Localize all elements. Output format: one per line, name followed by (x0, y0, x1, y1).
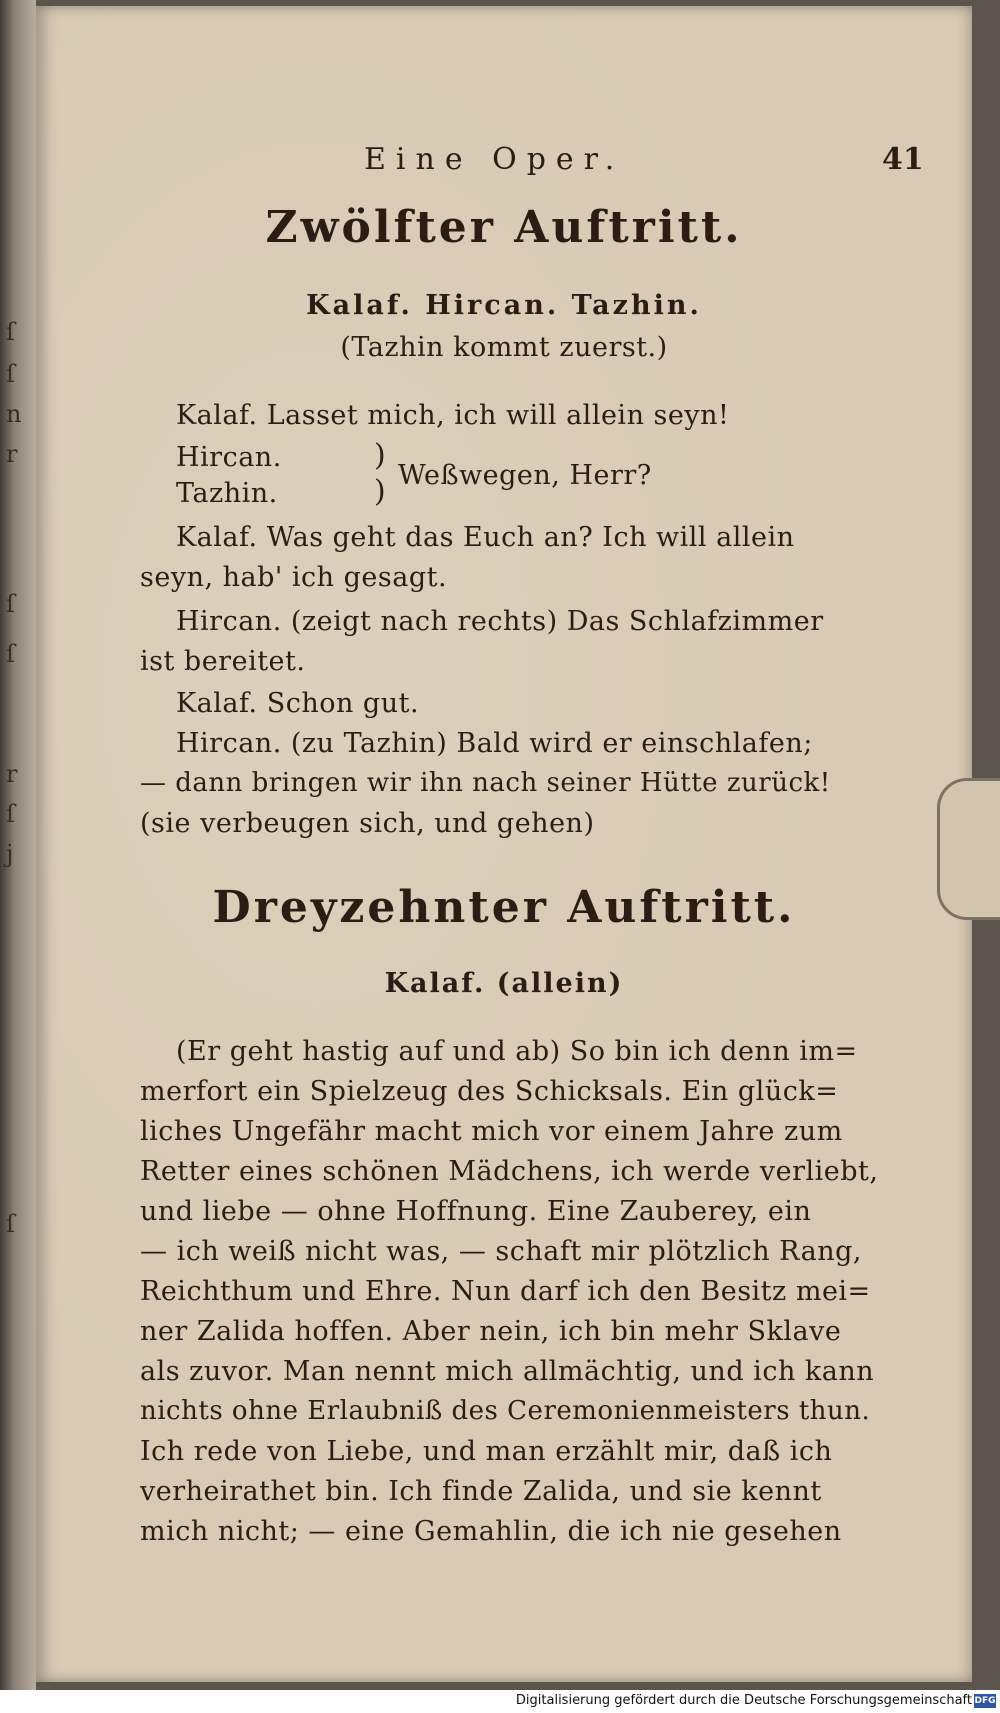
text-line: (Er geht hastig auf und ab) So bin ich denn im= (176, 1036, 858, 1067)
text-line: Retter eines schönen Mädchens, ich werde verliebt, (140, 1156, 879, 1187)
text-line: ist bereitet. (140, 646, 306, 677)
stage-direction-12: (Tazhin kommt zuerst.) (340, 332, 668, 363)
speaker-tazhin: Tazhin. (176, 478, 278, 509)
footer-bar (0, 1690, 1000, 1713)
scene-characters-13: Kalaf. (allein) (384, 968, 624, 999)
edge-glyph: ſ (6, 360, 15, 388)
text-line: liches Ungefähr macht mich vor einem Jahre zum (140, 1116, 843, 1147)
edge-glyph: ſ (6, 1210, 15, 1238)
footer-credit: Digitalisierung gefördert durch die Deutsche Forschungsgemeinschaft (515, 1693, 972, 1708)
text-line: Ich rede von Liebe, und man erzählt mir, daß ich (140, 1436, 833, 1467)
text-line: (sie verbeugen sich, und gehen) (140, 808, 595, 839)
text-line: als zuvor. Man nennt mich allmächtig, und ich kann (140, 1356, 875, 1387)
edge-glyph: ſ (6, 318, 15, 346)
text-line: und liebe — ohne Hoffnung. Eine Zauberey, ein (140, 1196, 812, 1227)
text-line: verheirathet bin. Ich finde Zalida, und sie kennt (140, 1476, 822, 1507)
text-line: Weßwegen, Herr? (398, 460, 652, 491)
edge-glyph: ſ (6, 640, 15, 668)
scene-heading-13: Dreyzehnter Auftritt. (212, 882, 796, 933)
text-line: mich nicht; — eine Gemahlin, die ich nie gesehen (140, 1516, 842, 1547)
edge-glyph: ſ (6, 590, 15, 618)
edge-glyph: ſ (6, 800, 15, 828)
left-edge-glyphs (0, 0, 34, 1690)
page-number: 41 (882, 142, 924, 177)
edge-glyph: j (6, 840, 14, 868)
text-line: Hircan. (zu Tazhin) Bald wird er einschlafen; (176, 728, 813, 759)
text-line: Kalaf. Was geht das Euch an? Ich will allein (176, 522, 795, 553)
text-line: Kalaf. Lasset mich, ich will allein seyn! (176, 400, 730, 431)
text-line: — dann bringen wir ihn nach seiner Hütte zurück! (140, 768, 831, 798)
edge-glyph: r (6, 440, 18, 468)
dfg-logo-icon: DFG (974, 1696, 996, 1706)
speaker-brace: ) (374, 438, 386, 473)
text-line: — ich weiß nicht was, — schaft mir plötzlich Rang, (140, 1236, 862, 1267)
text-line: Reichthum und Ehre. Nun darf ich den Besitz mei= (140, 1276, 871, 1307)
text-line: ner Zalida hoffen. Aber nein, ich bin mehr Sklave (140, 1316, 842, 1347)
running-title: Eine Oper. (364, 142, 625, 177)
left-page-edge (0, 0, 36, 1690)
book-page (36, 6, 972, 1682)
text-line: nichts ohne Erlaubniß des Ceremonienmeisters thun. (140, 1396, 871, 1426)
page-tab-marker (937, 778, 1000, 920)
speaker-hircan: Hircan. (176, 442, 282, 473)
scene-characters-12: Kalaf. Hircan. Tazhin. (306, 290, 702, 321)
text-line: Kalaf. Schon gut. (176, 688, 420, 719)
scene-heading-12: Zwölfter Auftritt. (265, 202, 743, 253)
text-line: seyn, hab' ich gesagt. (140, 562, 448, 593)
text-line: merfort ein Spielzeug des Schicksals. Ein glück= (140, 1076, 839, 1107)
edge-glyph: r (6, 760, 18, 788)
text-line: Hircan. (zeigt nach rechts) Das Schlafzimmer (176, 606, 824, 637)
speaker-brace: ) (374, 474, 386, 509)
edge-glyph: n (6, 400, 22, 428)
